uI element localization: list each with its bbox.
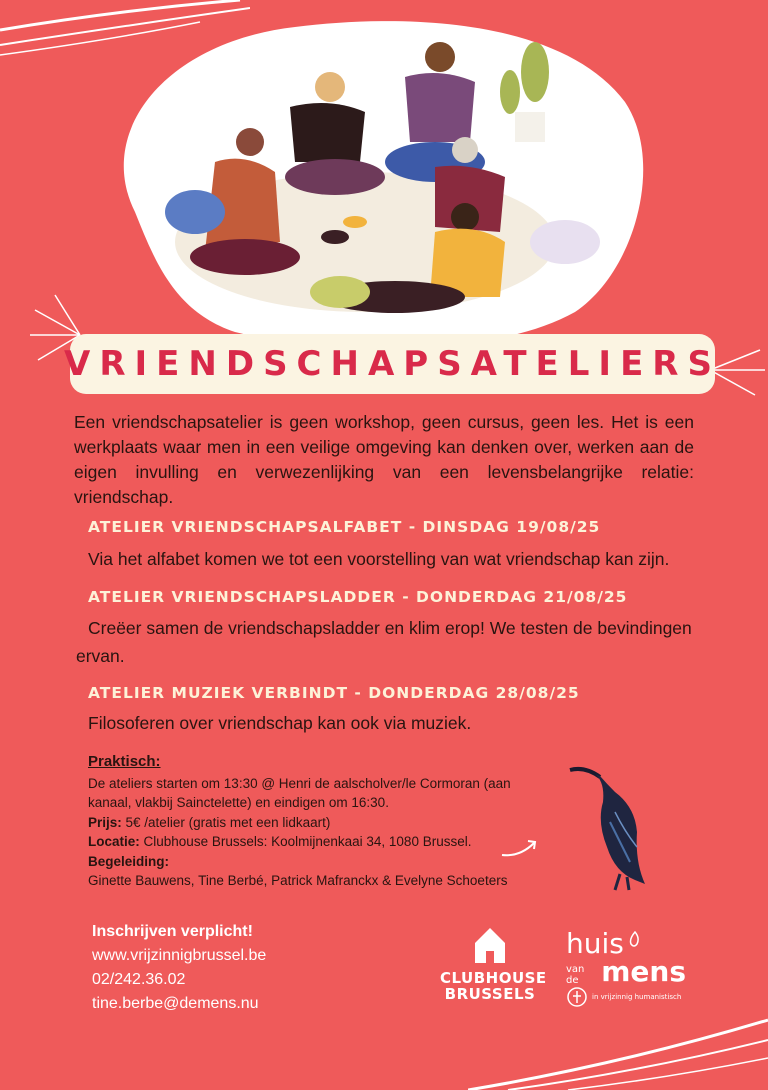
- arrow-icon: [500, 835, 540, 860]
- website-link[interactable]: www.vrijzinnigbrussel.be: [92, 947, 267, 964]
- atelier-2-heading: ATELIER VRIENDSCHAPSLADDER - DONDERDAG 21/08/25: [88, 588, 628, 606]
- swoosh-bottom-right: [468, 1010, 768, 1090]
- atelier-3-text: Filosoferen over vriendschap kan ook via muziek.: [88, 713, 472, 733]
- praktisch-prijs-row: [88, 813, 548, 833]
- page-title: VRIENDSCHAPSATELIERS: [64, 344, 721, 384]
- locatie-value: Clubhouse Brussels: Koolmijnenkaai 34, 1080 Brussel.: [143, 834, 472, 849]
- seal-icon: [566, 986, 588, 1008]
- praktisch-heading: Praktisch:: [88, 753, 161, 770]
- locatie-label: Locatie:: [88, 834, 140, 849]
- praktisch-section: [88, 752, 548, 891]
- clubhouse-brussels-logo: CLUBHOUSE BRUSSELS: [440, 925, 540, 1002]
- inschrijven-heading: Inschrijven verplicht!: [92, 923, 253, 940]
- title-banner: [64, 334, 721, 394]
- praktisch-times: De ateliers starten om 13:30 @ Henri de aalscholver/le Cormoran (aan kanaal, vlakbij Sainctelette) en eindigen om 16:30.: [88, 775, 511, 810]
- atelier-1-text: Via het alfabet komen we tot een voorstelling van wat vriendschap kan zijn.: [88, 549, 670, 569]
- phone-number[interactable]: 02/242.36.02: [92, 971, 186, 988]
- illustration-friends-group: [95, 12, 655, 352]
- begeleiding-label: Begeleiding:: [88, 853, 170, 869]
- atelier-2-text: Creëer samen de vriendschapsladder en klim erop! We testen de bevindingen ervan.: [76, 618, 692, 666]
- prijs-value: 5€ /atelier (gratis met een lidkaart): [125, 814, 331, 830]
- praktisch-locatie-row: [88, 832, 548, 852]
- atelier-3-heading: ATELIER MUZIEK VERBINDT - DONDERDAG 28/08/25: [88, 684, 580, 702]
- prijs-label: Prijs:: [88, 814, 122, 830]
- inschrijven-section: [92, 920, 266, 1016]
- cormorant-statue-icon: [565, 762, 665, 892]
- email-link[interactable]: tine.berbe@demens.nu: [92, 995, 259, 1012]
- atelier-1-heading: ATELIER VRIENDSCHAPSALFABET - DINSDAG 19/08/25: [88, 518, 601, 536]
- huis-van-de-mens-logo: huis van de mens in vrijzinnig humanistisch: [566, 930, 686, 1008]
- flame-icon: [628, 930, 642, 950]
- intro-text: Een vriendschapsatelier is geen workshop, geen cursus, geen les. Het is een werkplaats waar men in een veilige omgeving kan denken over, werken aan de eigen invulling en verwezenlijking van een levensbelangrijke relatie: vriendschap.: [74, 412, 694, 507]
- begeleiding-value: Ginette Bauwens, Tine Berbé, Patrick Mafranckx & Evelyne Schoeters: [88, 873, 508, 888]
- house-icon: [473, 925, 507, 965]
